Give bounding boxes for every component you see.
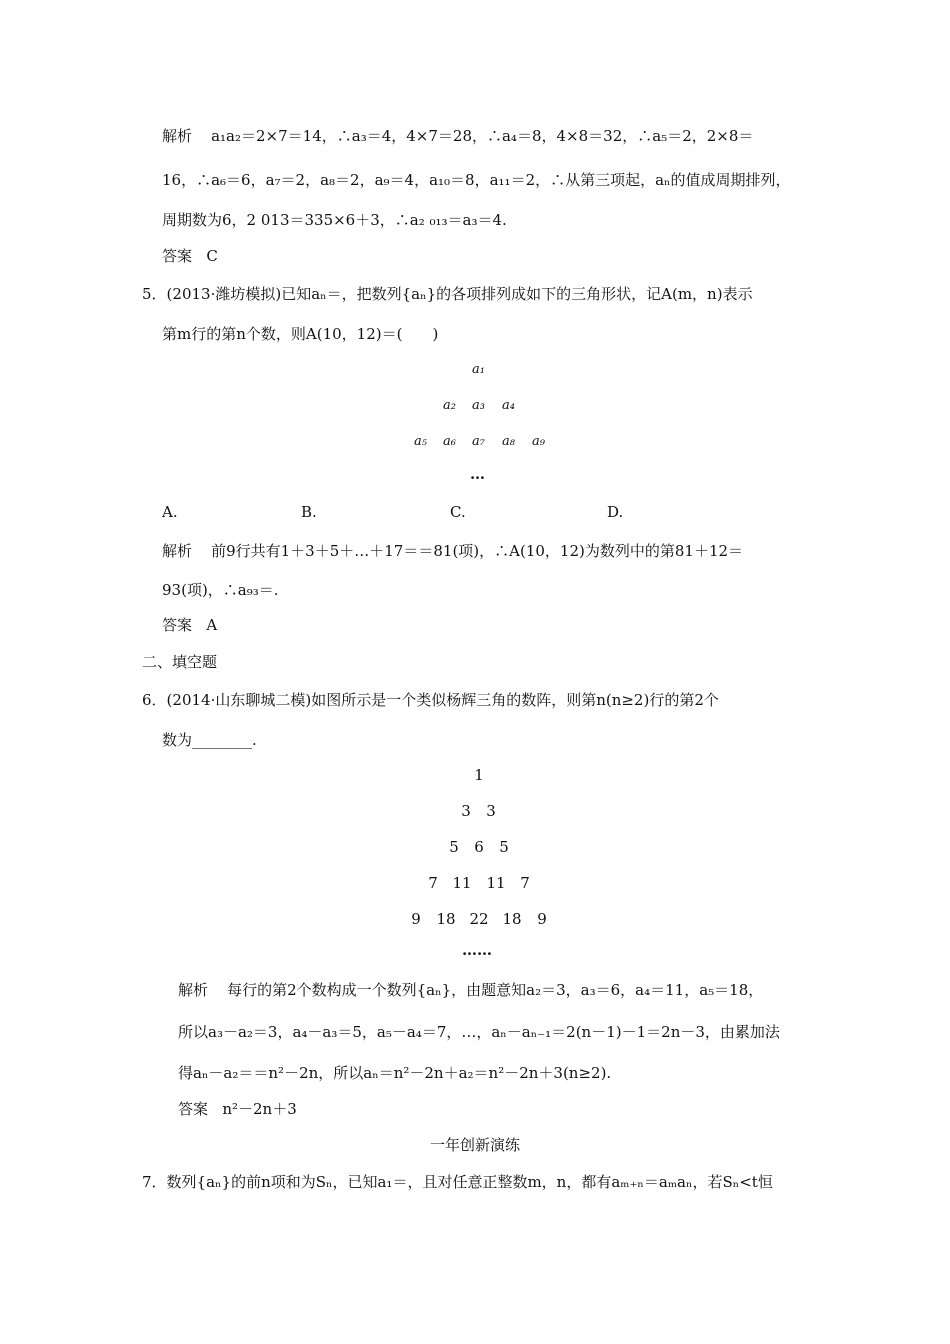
array-r5-c3: 22 — [469, 910, 489, 928]
q4-answer — [162, 246, 218, 266]
triangle-a4: a₄ — [502, 398, 515, 413]
solution-label: 解析 — [162, 127, 193, 145]
answer-value: n²－2n＋3 — [222, 1100, 297, 1118]
option-c: C. — [450, 503, 466, 521]
q6-answer — [178, 1099, 297, 1119]
array-r5-c5: 9 — [537, 910, 547, 928]
triangle-a2: a₂ — [443, 398, 456, 413]
q6-stem-line1: 6．(2014·山东聊城二模)如图所示是一个类似杨辉三角的数阵，则第n(n≥2)行的第2个 — [142, 691, 719, 709]
q6-solution-line3: 得aₙ－a₂＝＝n²－2n，所以aₙ＝n²－2n＋a₂＝n²－2n＋3(n≥2). — [178, 1064, 612, 1082]
array-r2-c2: 3 — [486, 802, 496, 820]
q6-solution-line1 — [178, 980, 763, 1000]
array-r3-c3: 5 — [499, 838, 509, 856]
q4-solution-line3: 周期数为6，2 013＝335×6＋3，∴a₂ ₀₁₃＝a₃＝4. — [162, 211, 507, 229]
array-r2-c1: 3 — [461, 802, 471, 820]
answer-value: C — [206, 247, 218, 265]
q4-solution-text-1: a₁a₂＝2×7＝14，∴a₃＝4，4×7＝28，∴a₄＝8，4×8＝32，∴a₅＝2，2×8＝ — [211, 127, 754, 145]
triangle-a9: a₉ — [532, 434, 545, 449]
array-ellipsis: …… — [462, 941, 492, 959]
option-b: B. — [301, 503, 317, 521]
q4-solution-line1 — [162, 126, 753, 146]
array-r5-c4: 18 — [502, 910, 522, 928]
q7-stem-line1: 7．数列{aₙ}的前n项和为Sₙ，已知a₁＝，且对任意正整数m，n，都有aₘ₊ₙ＝aₘaₙ，若Sₙ<t恒 — [142, 1173, 773, 1191]
section-title-innovation: 一年创新演练 — [429, 1136, 520, 1154]
triangle-a7: a₇ — [472, 434, 485, 449]
answer-label: 答案 — [178, 1100, 209, 1118]
triangle-a3: a₃ — [472, 398, 485, 413]
triangle-a8: a₈ — [502, 434, 515, 449]
q5-stem-line1: 5．(2013·潍坊模拟)已知aₙ＝，把数列{aₙ}的各项排列成如下的三角形状，记A(m，n)表示 — [142, 285, 753, 303]
array-r4-c4: 7 — [520, 874, 530, 892]
triangle-a5: a₅ — [414, 434, 427, 449]
solution-label: 解析 — [162, 542, 193, 560]
q6-solution-line2: 所以a₃－a₂＝3，a₄－a₃＝5，a₅－a₄＝7，…，aₙ－aₙ₋₁＝2(n－1)－1＝2n－3，由累加法 — [178, 1023, 780, 1041]
q5-solution-line2: 93(项)，∴a₉₃＝. — [162, 581, 279, 599]
q6-solution-text-1: 每行的第2个数构成一个数列{aₙ}，由题意知a₂＝3，a₃＝6，a₄＝11，a₅＝18， — [227, 981, 764, 999]
option-a: A. — [162, 503, 178, 521]
array-r4-c3: 11 — [486, 874, 506, 892]
array-r5-c2: 18 — [436, 910, 456, 928]
triangle-a1: a₁ — [472, 362, 485, 377]
array-r5-c1: 9 — [411, 910, 421, 928]
array-r3-c1: 5 — [449, 838, 459, 856]
array-r4-c2: 11 — [452, 874, 472, 892]
section-title-fill-blank: 二、填空题 — [142, 653, 218, 671]
triangle-a6: a₆ — [443, 434, 456, 449]
q5-solution-line1 — [162, 541, 743, 561]
q4-solution-line2: 16，∴a₆＝6，a₇＝2，a₈＝2，a₉＝4，a₁₀＝8，a₁₁＝2，∴从第三项起，aₙ的值成周期排列， — [162, 171, 791, 189]
q5-answer — [162, 615, 217, 635]
q5-stem-line2: 第m行的第n个数，则A(10，12)＝( ) — [162, 325, 439, 343]
q5-solution-text-1: 前9行共有1＋3＋5＋…＋17＝＝81(项)，∴A(10，12)为数列中的第81＋12＝ — [211, 542, 744, 560]
answer-label: 答案 — [162, 616, 193, 634]
array-r4-c1: 7 — [428, 874, 438, 892]
solution-label: 解析 — [178, 981, 209, 999]
option-d: D. — [607, 503, 624, 521]
array-r3-c2: 6 — [474, 838, 484, 856]
q6-stem-line2: 数为________. — [162, 731, 257, 749]
answer-label: 答案 — [162, 247, 193, 265]
triangle-ellipsis: … — [470, 465, 485, 483]
answer-value: A — [206, 616, 218, 634]
array-r1-c1: 1 — [474, 766, 484, 784]
